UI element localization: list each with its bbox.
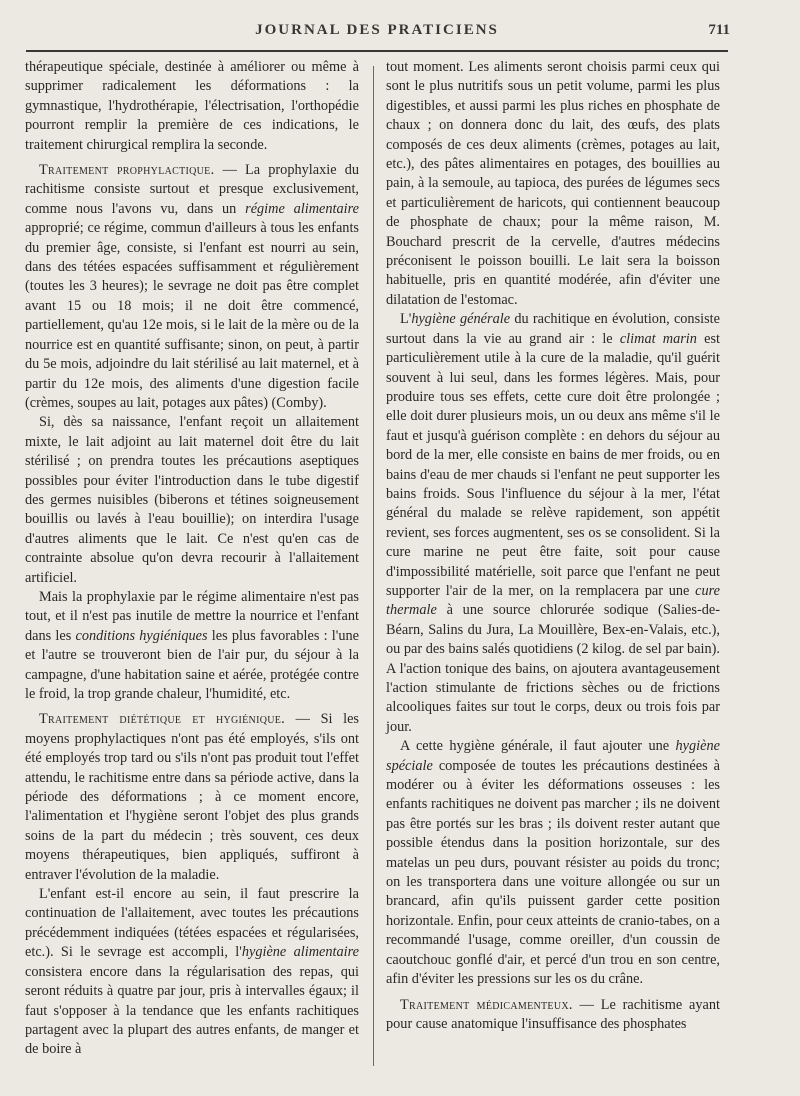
page-number: 711 xyxy=(708,22,730,38)
emphasis: hygiène alimentaire xyxy=(241,944,359,961)
paragraph-text: — Si les moyens prophylactiques n'ont pas été employés, s'ils ont été employés trop tard ou s'ils n'ont pas produit tout l'effet attendu, le rachitisme entre dans sa période active, dans la période des déformations ; à ce moment encore, l'alimentation et l'hygiène seront l'objet des plus grands soins de la part du médecin ; très souvent, ces deux moyens thérapeutiques, bien appliqués, suffiront à entraver l'évolution de la maladie. xyxy=(25,711,359,883)
paragraph xyxy=(25,588,359,704)
paragraph xyxy=(25,710,359,885)
paragraph-text: consistera encore dans la régularisation des repas, qui seront réduits à quatre par jour, pris à intervalles égaux; il faut s'opposer à la tendance que les enfants rachitiques partagent avec la plupart des autres enfants, de manger et de boire à xyxy=(25,963,359,1058)
paragraph-text: tout moment. Les aliments seront choisis parmi ceux qui sont le plus nutritifs sous un petit volume, parmi les plus digestibles, et aussi parmi les plus riches en phosphate de chaux ; on donnera donc du lait, des œufs, des plats composés de ces deux aliments (crèmes, potages au lait, etc.), des pâtes alimentaires en potages, des bouillies au pain, à la semoule, au tapioca, des purées de légumes secs et particulièrement de haricots, qui contiennent beaucoup de phosphate de chaux; pour la même raison, M. Bouchard prescrit de la cervelle, d'autres médecins préconisent le poisson bouilli. Le lait sera la boisson habituelle, pris en quantité modérée, afin d'éviter une dilatation de l'estomac. xyxy=(386,59,720,308)
paragraph-text: est particulièrement utile à la cure de la maladie, qu'il guérit souvent à lui seul, dans les formes légères. Mais, pour produire tous ses effets, cette cure doit être prolongée ; elle doit durer plusieurs mois, un ou deux ans même s'il le faut et jusqu'à guérison complète : en dehors du séjour au bord de la mer, elle consiste en bains de mer froids, ou en bains d'eau de mer chauds si l'enfant ne peut supporter les bains froids. Sous l'influence du séjour à la mer, l'état général du malade se relève rapidement, son appétit revient, ses forces augmentent, ses os se consolident. Si la cure marine ne peut être faite, soit pour cause d'impossibilité matérielle, soit parce que l'enfant ne peut supporter l'air de la mer, on la remplacera par une xyxy=(386,330,720,599)
paragraph-text: L' xyxy=(400,311,412,328)
left-column xyxy=(25,58,359,1060)
paragraph xyxy=(25,161,359,413)
emphasis: climat marin xyxy=(619,330,697,347)
paragraph-text: les plus favorables : l'une et l'autre se trouveront bien de l'air pur, du séjour à la campagne, d'une habitation saine et aérée, protégée contre le froid, la trop grande chaleur, l'humidité, etc. xyxy=(25,627,359,702)
paragraph xyxy=(386,996,720,1035)
emphasis: hygiène générale xyxy=(411,311,511,328)
emphasis: cure thermale xyxy=(386,582,720,619)
paragraph-text: à une source chlorurée sodique (Salies-de-Béarn, Salins du Jura, La Mouillère, Bex-en-Valais, etc.), ou par des bains salés quotidiens (2 kilog. de sel par bain). A l'action tonique des bains, on ajoutera avantageusement l'action stimulante de frictions sèches ou de frictions alcooliques faites sur tout le corps, deux ou trois fois par jour. xyxy=(386,602,720,735)
section-heading: Traitement médicamenteux. xyxy=(400,996,573,1013)
paragraph xyxy=(25,413,359,588)
paragraph xyxy=(386,310,720,737)
paragraph-text: composée de toutes les précautions destinées à modérer ou à éviter les déformations osseuses : les enfants rachitiques ne doivent pas marcher ; ils ne doivent pas être portés sur les bras ; ils doivent rester autant que possible étendus dans la position horizontale, sur des matelas un peu durs, pouvant résister au poids du tronc; on les transportera dans une voiture allongée ou sur un brancard, afin qu'ils puissent garder cette position horizontale. Enfin, pour ceux atteints de cranio-tabes, on a recommandé l'usage, comme oreiller, d'un coussin de caoutchouc gonflé d'air, et percé d'un trou en son centre, afin d'éviter les pressions sur les os du crâne. xyxy=(386,757,720,988)
section-heading: Traitement diététique et hygiénique. xyxy=(39,711,286,728)
journal-title: JOURNAL DES PRATICIENS xyxy=(255,22,499,38)
paragraph xyxy=(25,58,359,155)
paragraph-text: thérapeutique spéciale, destinée à améliorer ou même à supprimer radicalement les déformations : la gymnastique, l'hydrothérapie, l'électrisation, l'orthopédie pourront remplir la première de ces indications, le traitement chirurgical remplira la seconde. xyxy=(25,59,359,153)
paragraph-text: L'enfant est-il encore au sein, il faut prescrire la continuation de l'allaitement, avec toutes les précautions précédemment indiquées (tétées espacées et régularisées, etc.). Si le sevrage est accompli, l' xyxy=(25,886,359,961)
paragraph-text: du rachitique en évolution, consiste surtout dans la vie au grand air : le xyxy=(386,311,720,347)
paragraph xyxy=(25,885,359,1060)
paragraph-text: — Le rachitisme ayant pour cause anatomique l'insuffisance des phosphates xyxy=(386,996,720,1032)
emphasis: régime alimentaire xyxy=(245,200,359,217)
column-divider xyxy=(373,66,374,1066)
header-rule xyxy=(26,50,728,52)
right-column xyxy=(386,58,720,1034)
paragraph-text: Si, dès sa naissance, l'enfant reçoit un allaitement mixte, le lait adjoint au lait maternel doit être du lait stérilisé ; on prendra toutes les précautions aseptiques possibles pour éviter l'introduction dans le tube digestif des germes nuisibles (biberons et tétines soigneusement bouillis ou lavés à l'eau bouillie); on interdira l'usage d'autres aliments que le lait. Ce n'est qu'en cas de contrainte absolue qu'on devra recourir à l'allaitement artificiel. xyxy=(25,414,359,586)
section-heading: Traitement prophylactique. xyxy=(39,162,215,179)
paragraph-text: approprié; ce régime, commun d'ailleurs à tous les enfants du premier âge, consiste, si l'enfant est nourri au sein, dans des tétées espacées suffisamment et régulièrement (toutes les 3 heures); le sevrage ne doit pas être complet avant 15 ou 18 mois; il ne doit être commencé, partiellement, qu'au 12e mois, si le lait de la mère ou de la nourrice est en quantité suffisante; sinon, on peut, à partir du 5e mois, adjoindre du lait stérilisé au lait maternel, et à partir du 12e mois, des aliments d'une digestion facile (crèmes, soupes au lait, potages aux pâtes) (Comby). xyxy=(25,220,359,411)
emphasis: conditions hygiéniques xyxy=(75,627,208,644)
paragraph-text: Mais la prophylaxie par le régime alimentaire n'est pas tout, et il n'est pas inutile de mettre la nourrice et l'enfant dans les xyxy=(25,588,359,644)
emphasis: hygiène spéciale xyxy=(386,738,720,774)
paragraph-text: — La prophylaxie du rachitisme consiste surtout et presque exclusivement, comme nous l'avons vu, dans un xyxy=(25,162,359,217)
paragraph-text: A cette hygiène générale, il faut ajouter une xyxy=(400,738,676,755)
page-header xyxy=(24,18,730,46)
paragraph xyxy=(386,58,720,310)
paragraph xyxy=(386,737,720,989)
